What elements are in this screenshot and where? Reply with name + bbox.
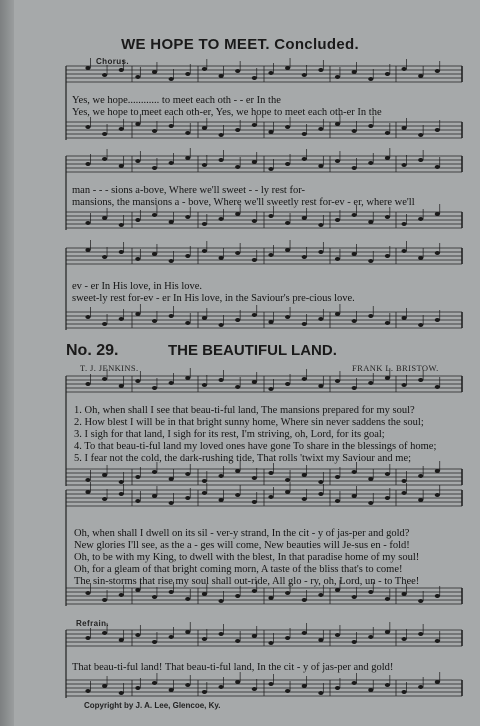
note-head	[218, 256, 223, 260]
note-head	[119, 384, 124, 388]
note-head	[285, 490, 290, 494]
lyric-line: ev - er In His love, in His love.	[72, 281, 203, 292]
note-head	[335, 633, 340, 637]
note-head	[119, 480, 124, 484]
note-head	[268, 320, 273, 324]
note-head	[352, 681, 357, 685]
note-head	[85, 490, 90, 494]
note-head	[352, 386, 357, 390]
note-head	[318, 593, 323, 597]
note-head	[302, 73, 307, 77]
note-head	[185, 472, 190, 476]
note-head	[252, 476, 257, 480]
verse-line: Oh, when shall I dwell on its sil - ver-y strand, In the cit - y of jas-per and gold?	[74, 528, 410, 539]
note-head	[385, 472, 390, 476]
note-head	[152, 213, 157, 217]
note-head	[268, 471, 273, 475]
note-head	[318, 492, 323, 496]
note-head	[119, 593, 124, 597]
note-head	[102, 473, 107, 477]
chorus-label: Chorus.	[96, 57, 130, 66]
note-head	[152, 129, 157, 133]
note-head	[202, 316, 207, 320]
note-head	[135, 686, 140, 690]
note-head	[401, 637, 406, 641]
note-head	[185, 630, 190, 634]
note-head	[335, 257, 340, 261]
note-head	[102, 73, 107, 77]
note-head	[318, 638, 323, 642]
verse-line: The sin-storms that rise my soul shall out-ride, All glo - ry, oh, Lord, un - to Thee!	[74, 576, 420, 587]
staff	[66, 461, 462, 485]
note-head	[252, 76, 257, 80]
note-head	[235, 318, 240, 322]
note-head	[152, 252, 157, 256]
note-head	[169, 124, 174, 128]
note-head	[318, 164, 323, 168]
note-head	[202, 491, 207, 495]
note-head	[285, 162, 290, 166]
note-head	[385, 630, 390, 634]
note-head	[119, 250, 124, 254]
note-head	[268, 387, 273, 391]
note-head	[85, 689, 90, 693]
note-head	[185, 597, 190, 601]
note-head	[135, 475, 140, 479]
lyric-line: Yes, we hope............ to meet each oth - - er In the	[72, 95, 281, 106]
note-head	[352, 494, 357, 498]
verse-line: 1. Oh, when shall I see that beau-ti-ful land, The mansions prepared for my soul?	[74, 405, 415, 416]
lyric-line: Yes, we hope to meet each oth-er, Yes, we hope to meet each oth-er In the	[72, 107, 382, 118]
note-head	[135, 379, 140, 383]
note-head	[302, 377, 307, 381]
note-head	[152, 640, 157, 644]
verse-line: Oh, to be with my King, to dwell with the blest, In that paradise home of my soul!	[74, 552, 420, 563]
note-head	[218, 685, 223, 689]
note-head	[335, 686, 340, 690]
refrain-label: Refrain.	[76, 619, 109, 628]
note-head	[169, 635, 174, 639]
verse-line: 3. I sigh for that land, I sigh for its rest, I'm striving, oh, Lord, for its goal;	[74, 429, 385, 440]
note-head	[435, 251, 440, 255]
note-head	[202, 67, 207, 71]
staff	[66, 240, 462, 264]
note-head	[335, 159, 340, 163]
note-head	[302, 497, 307, 501]
note-head	[335, 499, 340, 503]
note-head	[418, 498, 423, 502]
hymn-title: THE BEAUTIFUL LAND.	[168, 342, 337, 359]
note-head	[401, 592, 406, 596]
note-head	[218, 599, 223, 603]
note-head	[418, 474, 423, 478]
note-head	[169, 77, 174, 81]
note-head	[268, 253, 273, 257]
note-head	[352, 70, 357, 74]
note-head	[435, 69, 440, 73]
staff	[66, 482, 462, 506]
note-head	[285, 248, 290, 252]
note-head	[252, 160, 257, 164]
note-head	[385, 72, 390, 76]
note-head	[285, 478, 290, 482]
note-head	[135, 257, 140, 261]
note-head	[85, 636, 90, 640]
note-head	[218, 217, 223, 221]
hymn-number: No. 29.	[66, 342, 119, 359]
note-head	[385, 156, 390, 160]
note-head	[368, 477, 373, 481]
note-head	[418, 378, 423, 382]
note-head	[352, 252, 357, 256]
note-head	[152, 386, 157, 390]
note-head	[235, 680, 240, 684]
note-head	[202, 249, 207, 253]
note-head	[285, 66, 290, 70]
note-head	[185, 215, 190, 219]
note-head	[135, 218, 140, 222]
note-head	[368, 590, 373, 594]
note-head	[302, 598, 307, 602]
note-head	[202, 163, 207, 167]
note-head	[252, 313, 257, 317]
note-head	[152, 494, 157, 498]
note-head	[169, 477, 174, 481]
note-head	[418, 685, 423, 689]
note-head	[435, 128, 440, 132]
note-head	[252, 687, 257, 691]
note-head	[102, 631, 107, 635]
note-head	[401, 67, 406, 71]
note-head	[418, 74, 423, 78]
note-head	[169, 501, 174, 505]
note-head	[169, 259, 174, 263]
note-head	[318, 223, 323, 227]
note-head	[218, 378, 223, 382]
note-head	[119, 68, 124, 72]
note-head	[385, 215, 390, 219]
staff	[66, 148, 462, 172]
note-head	[185, 156, 190, 160]
note-head	[218, 632, 223, 636]
note-head	[435, 318, 440, 322]
staff	[66, 672, 462, 696]
note-head	[352, 166, 357, 170]
note-head	[385, 597, 390, 601]
note-head	[252, 634, 257, 638]
note-head	[318, 250, 323, 254]
note-head	[185, 72, 190, 76]
note-head	[169, 381, 174, 385]
note-head	[368, 381, 373, 385]
note-head	[119, 492, 124, 496]
note-head	[435, 165, 440, 169]
note-head	[285, 636, 290, 640]
note-head	[85, 315, 90, 319]
note-head	[119, 638, 124, 642]
note-head	[102, 322, 107, 326]
note-head	[152, 70, 157, 74]
note-head	[135, 633, 140, 637]
note-head	[268, 214, 273, 218]
note-head	[169, 590, 174, 594]
note-head	[435, 639, 440, 643]
note-head	[169, 220, 174, 224]
note-head	[385, 683, 390, 687]
note-head	[435, 493, 440, 497]
note-head	[418, 158, 423, 162]
note-head	[401, 126, 406, 130]
note-head	[302, 157, 307, 161]
note-head	[268, 130, 273, 134]
note-head	[119, 691, 124, 695]
note-head	[252, 123, 257, 127]
note-head	[152, 681, 157, 685]
note-head	[435, 212, 440, 216]
note-head	[152, 595, 157, 599]
note-head	[268, 495, 273, 499]
note-head	[268, 682, 273, 686]
note-head	[102, 255, 107, 259]
note-head	[335, 379, 340, 383]
note-head	[418, 256, 423, 260]
note-head	[368, 314, 373, 318]
note-head	[102, 684, 107, 688]
note-head	[235, 128, 240, 132]
lyric-line: man - - - sions a-bove, Where we'll sweet - - ly rest for-	[72, 185, 305, 196]
note-head	[318, 317, 323, 321]
note-head	[102, 132, 107, 136]
note-head	[218, 133, 223, 137]
note-head	[218, 474, 223, 478]
note-head	[302, 132, 307, 136]
note-head	[119, 317, 124, 321]
refrain-lyric: That beau-ti-ful land! That beau-ti-ful land, In the cit - y of jas-per and gold!	[72, 662, 394, 673]
note-head	[152, 470, 157, 474]
note-head	[135, 588, 140, 592]
note-head	[335, 122, 340, 126]
note-head	[119, 127, 124, 131]
note-head	[335, 218, 340, 222]
note-head	[185, 321, 190, 325]
note-head	[202, 479, 207, 483]
note-head	[85, 248, 90, 252]
note-head	[135, 159, 140, 163]
note-head	[268, 71, 273, 75]
note-head	[102, 497, 107, 501]
note-head	[85, 382, 90, 386]
note-head	[352, 640, 357, 644]
note-head	[135, 312, 140, 316]
verse-line: 5. I fear not the cold, the dark-rushing tide, That rolls 'twixt my Saviour and me;	[74, 453, 412, 464]
note-head	[368, 501, 373, 505]
note-head	[368, 220, 373, 224]
note-head	[85, 478, 90, 482]
note-head	[435, 680, 440, 684]
note-head	[202, 383, 207, 387]
note-head	[135, 499, 140, 503]
note-head	[285, 382, 290, 386]
verse-line: 2. How blest I will be in that bright sunny home, Where sin never saddens the soul;	[74, 417, 424, 428]
note-head	[385, 321, 390, 325]
note-head	[435, 385, 440, 389]
note-head	[285, 315, 290, 319]
note-head	[335, 75, 340, 79]
note-head	[418, 599, 423, 603]
verse-line: New glories I'll see, as the a - ges will come, New beauties will Je-sus en - fold!	[74, 540, 410, 551]
note-head	[401, 163, 406, 167]
note-head	[302, 216, 307, 220]
note-head	[218, 323, 223, 327]
note-head	[218, 498, 223, 502]
note-head	[302, 322, 307, 326]
note-head	[268, 596, 273, 600]
note-head	[85, 66, 90, 70]
note-head	[218, 74, 223, 78]
note-head	[202, 126, 207, 130]
note-head	[401, 491, 406, 495]
note-head	[368, 161, 373, 165]
note-head	[368, 259, 373, 263]
note-head	[435, 594, 440, 598]
composer-credit: FRANK L. BRISTOW.	[352, 363, 439, 373]
note-head	[252, 258, 257, 262]
note-head	[268, 641, 273, 645]
note-head	[335, 588, 340, 592]
note-head	[252, 589, 257, 593]
note-head	[152, 319, 157, 323]
note-head	[169, 688, 174, 692]
note-head	[352, 595, 357, 599]
note-head	[318, 127, 323, 131]
note-head	[385, 496, 390, 500]
note-head	[185, 683, 190, 687]
note-head	[102, 598, 107, 602]
note-head	[102, 157, 107, 161]
note-head	[318, 384, 323, 388]
note-head	[335, 312, 340, 316]
note-head	[235, 639, 240, 643]
staff	[66, 304, 462, 328]
note-head	[235, 212, 240, 216]
copyright-notice: Copyright by J. A. Lee, Glencoe, Ky.	[84, 701, 221, 710]
note-head	[235, 251, 240, 255]
note-head	[418, 217, 423, 221]
note-head	[285, 221, 290, 225]
note-head	[135, 122, 140, 126]
note-head	[385, 254, 390, 258]
note-head	[119, 223, 124, 227]
note-head	[418, 133, 423, 137]
note-head	[135, 75, 140, 79]
note-head	[401, 222, 406, 226]
note-head	[235, 165, 240, 169]
note-head	[401, 383, 406, 387]
note-head	[285, 125, 290, 129]
note-head	[85, 125, 90, 129]
note-head	[235, 69, 240, 73]
note-head	[318, 480, 323, 484]
note-head	[185, 376, 190, 380]
note-head	[185, 131, 190, 135]
note-head	[285, 689, 290, 693]
lyricist-credit: T. J. JENKINS.	[80, 363, 139, 373]
note-head	[435, 469, 440, 473]
note-head	[252, 219, 257, 223]
staff	[66, 622, 462, 646]
note-head	[401, 690, 406, 694]
note-head	[218, 158, 223, 162]
note-head	[285, 591, 290, 595]
note-head	[202, 222, 207, 226]
note-head	[302, 473, 307, 477]
note-head	[252, 380, 257, 384]
lyric-line: sweet-ly rest for-ev - er In His love, in the Saviour's pre-cious love.	[72, 293, 355, 304]
note-head	[202, 637, 207, 641]
note-head	[418, 323, 423, 327]
note-head	[202, 592, 207, 596]
note-head	[185, 496, 190, 500]
verse-line: 4. To that beau-ti-ful land my loved ones have gone To share in the blessings of home;	[74, 441, 437, 452]
note-head	[318, 68, 323, 72]
note-head	[185, 254, 190, 258]
note-head	[385, 131, 390, 135]
note-head	[85, 591, 90, 595]
note-head	[235, 385, 240, 389]
note-head	[401, 249, 406, 253]
note-head	[368, 688, 373, 692]
note-head	[102, 216, 107, 220]
note-head	[202, 690, 207, 694]
note-head	[418, 632, 423, 636]
note-head	[368, 77, 373, 81]
note-head	[119, 164, 124, 168]
note-head	[235, 469, 240, 473]
note-head	[169, 161, 174, 165]
hymn-title-concluded: WE HOPE TO MEET. Concluded.	[121, 36, 359, 53]
note-head	[385, 376, 390, 380]
note-head	[352, 129, 357, 133]
note-head	[352, 319, 357, 323]
note-head	[318, 691, 323, 695]
note-head	[235, 493, 240, 497]
note-head	[352, 470, 357, 474]
note-head	[152, 166, 157, 170]
note-head	[252, 500, 257, 504]
note-head	[401, 479, 406, 483]
note-head	[85, 162, 90, 166]
note-head	[302, 684, 307, 688]
note-head	[368, 635, 373, 639]
note-head	[169, 314, 174, 318]
note-head	[352, 213, 357, 217]
note-head	[235, 594, 240, 598]
verse-line: Oh, for a gleam of that bright coming morn, A taste of the bliss that's to come!	[74, 564, 403, 575]
note-head	[335, 475, 340, 479]
lyric-line: mansions, the mansions a - bove, Where we'll sweetly rest for-ev - er, where we'll	[72, 197, 415, 208]
note-head	[401, 316, 406, 320]
note-head	[102, 377, 107, 381]
note-head	[302, 255, 307, 259]
note-head	[85, 221, 90, 225]
note-head	[268, 167, 273, 171]
note-head	[368, 124, 373, 128]
note-head	[302, 631, 307, 635]
